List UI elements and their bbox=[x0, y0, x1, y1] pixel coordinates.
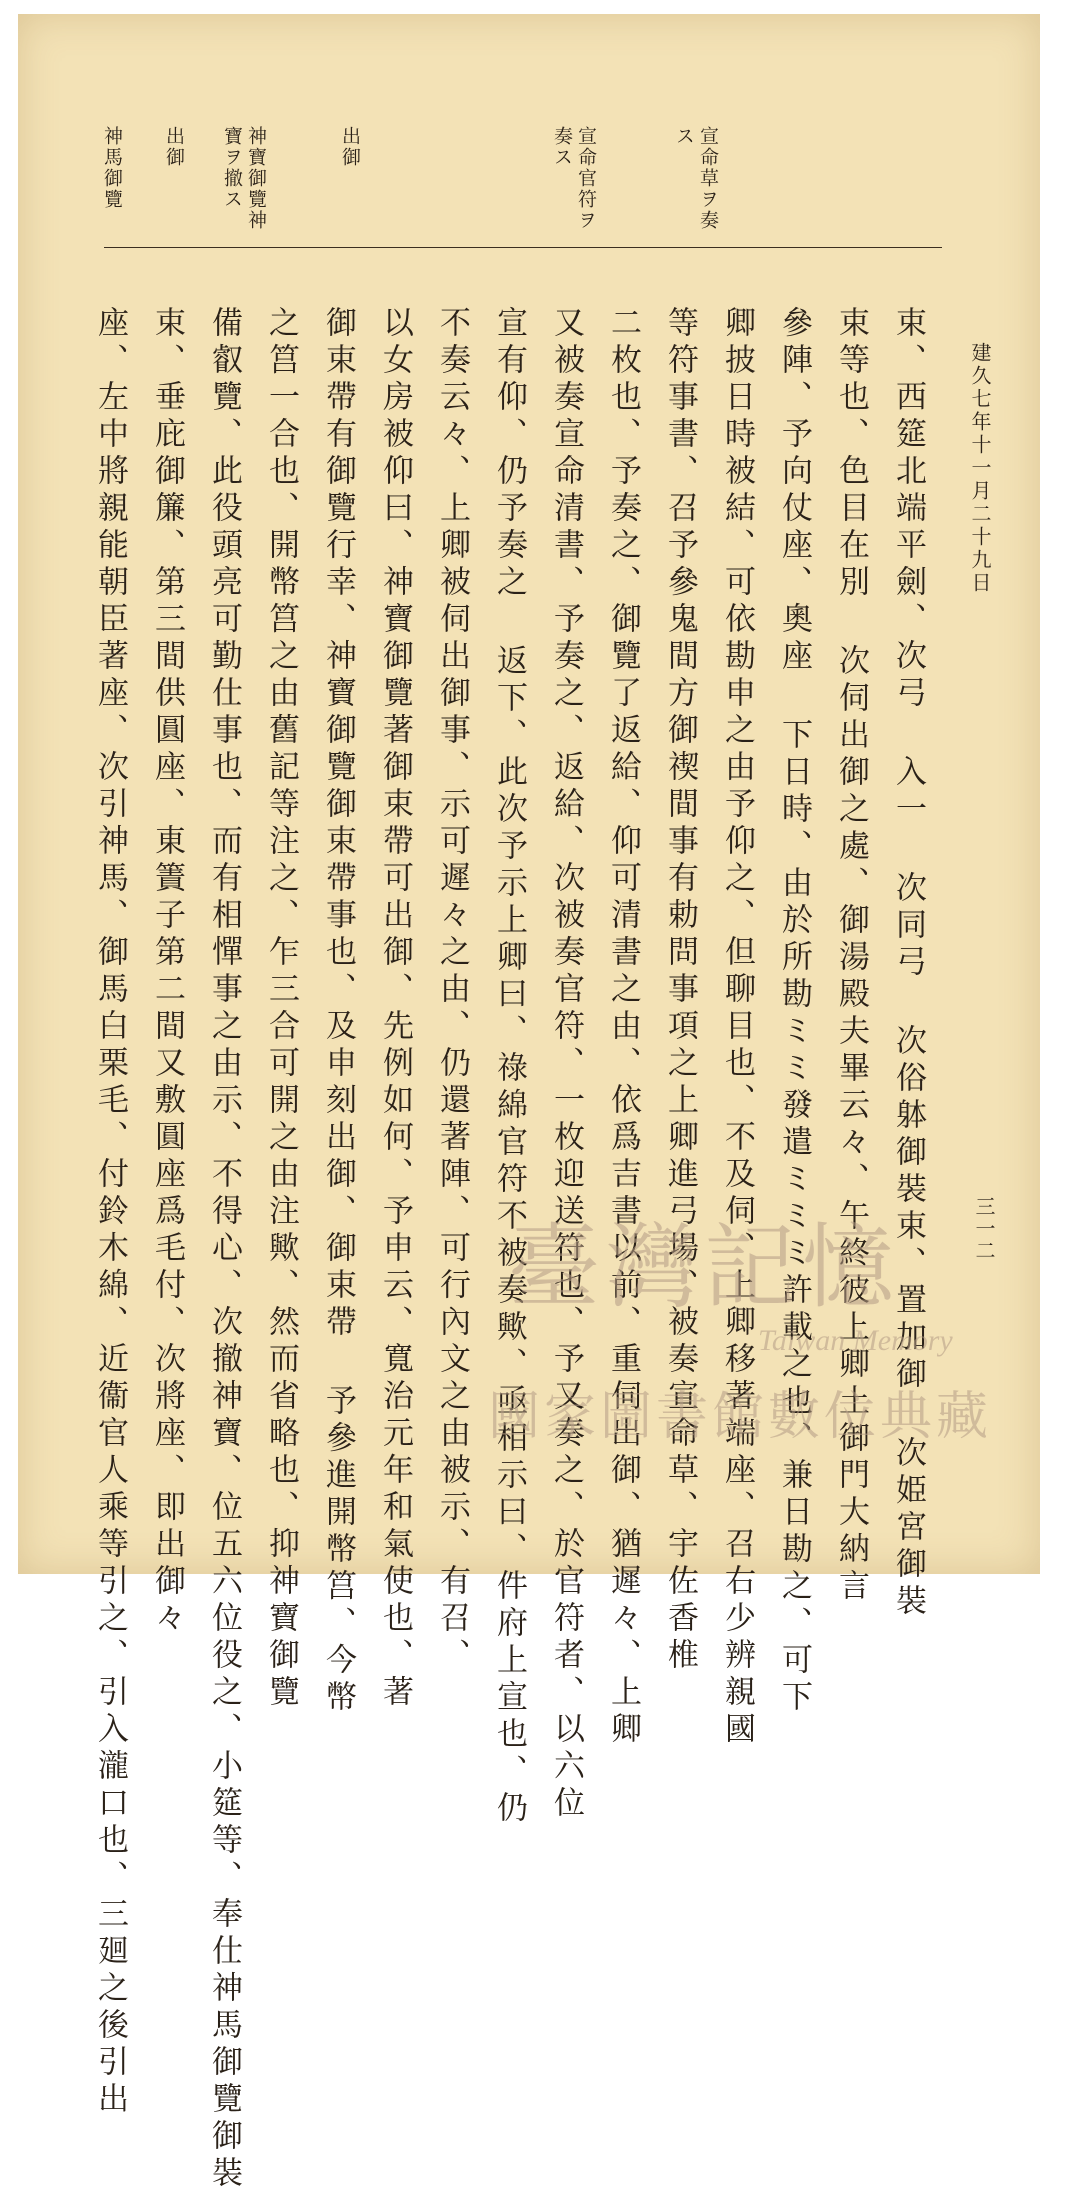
text-column: 束等也、色目在別 次伺出御之處、御湯殿夫畢云々、午終彼上卿土御門大納言 bbox=[833, 306, 869, 1606]
text-column: 束、西筵北端平劍、次弓 入一 次同弓 次俗躰御裝束、置加御 次姫宮御裝 bbox=[890, 306, 926, 1621]
headnote-senmyo-kanpu: 宣命官符ヲ奏ス bbox=[551, 126, 597, 231]
headnote-shinme-goran: 神馬御覽 bbox=[101, 126, 123, 210]
text-column: 座、左中將親能朝臣著座、次引神馬、御馬白栗毛、付鈴木綿、近衞官人乘等引之、引入瀧口也、三廻之後引出 bbox=[92, 306, 128, 2119]
text-column: 不奏云々、上卿被伺出御事、示可遲々之由、仍還著陣、可行內文之由被示、有召、 bbox=[434, 306, 470, 1675]
document-page bbox=[18, 14, 1040, 2193]
page-number: 三一二 bbox=[972, 1196, 996, 1262]
text-column: 以女房被仰曰、神寶御覽著御束帶可出御、先例如何、予申云、寬治元年和氣使也、著 bbox=[377, 306, 413, 1712]
marginal-headnotes bbox=[94, 126, 954, 246]
watermark-institution: 國家圖書館數位典藏 bbox=[488, 1387, 993, 1447]
text-column: 御束帶有御覽行幸、神寶御覽御束帶事也、及申刻出御、御束帶 予參進開幣筥、今幣 bbox=[320, 306, 356, 1717]
text-column: 等符事書、召予參鬼間方御禊間事有勅問事項之上卿進弓場、被奏宣命草、宇佐香椎 bbox=[662, 306, 698, 1675]
headnote-senmyo-draft: 宣命草ヲ奏ス bbox=[673, 126, 719, 231]
main-text-body bbox=[92, 306, 936, 2193]
text-column: 之筥一合也、開幣筥之由舊記等注之、乍三合可開之由注歟、然而省略也、抑神寶御覽 bbox=[263, 306, 299, 1712]
watermark-english: Taiwan Memory bbox=[758, 1324, 953, 1357]
text-column: 又被奏宣命清書、予奏之、返給、次被奏官符、一枚迎送符也、予又奏之、於官符者、以六位 bbox=[548, 306, 584, 1823]
text-column: 卿披日時被結、可依勘申之由予仰之、但聊目也、不及伺、上卿移著端座、召右少辨親國 bbox=[719, 306, 755, 1749]
text-column: 二枚也、予奏之、御覽了返給、仰可清書之由、依爲吉書以前、重伺出御、猶遲々、上卿 bbox=[605, 306, 641, 1749]
text-column: 參陣、予向仗座、奧座 下日時、由於所勘ミミ發遣ミミミ許載之也、兼日勘之、可下 bbox=[776, 306, 812, 1717]
text-column: 束、垂庇御簾、第三間供圓座、東簀子第二間又敷圓座爲毛付、次將座、即出御々 bbox=[149, 306, 185, 1638]
text-column: 備叡覽、此役頭亮可勤仕事也、而有相憚事之由示、不得心、次撤神寶、位五六位役之、小筵等、奉仕神馬御覽御裝 bbox=[206, 306, 242, 2193]
headnote-shutsugyo-1: 出御 bbox=[339, 126, 361, 168]
date-header: 建久七年十一月二十九日 bbox=[968, 342, 992, 595]
watermark-logo-text: 臺灣記憶 bbox=[508, 1214, 901, 1321]
headnote-shinpo-goran: 神寶御覽神寶ヲ撤ス bbox=[221, 126, 267, 231]
headnote-shutsugyo-2: 出御 bbox=[163, 126, 185, 168]
text-column: 宣有仰、仍予奏之 返下、此次予示上卿曰、祿綿官符不被奏歟、亟相示曰、件府上宣也、仍 bbox=[491, 306, 527, 1828]
header-divider-line bbox=[104, 247, 942, 248]
